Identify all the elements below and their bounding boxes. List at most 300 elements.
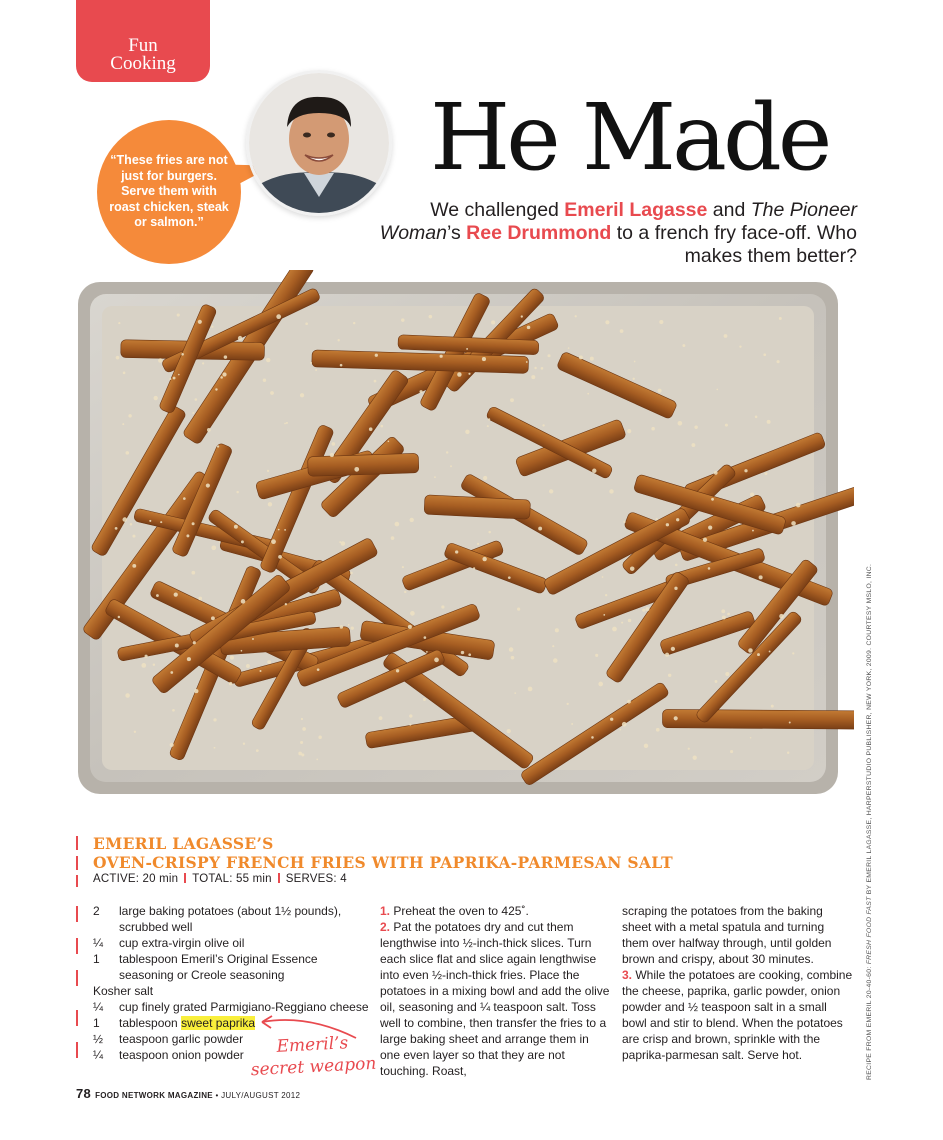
recipe-margin-bar <box>76 906 78 922</box>
parmesan-crumb <box>337 339 339 341</box>
recipe-margin-bar <box>76 1042 78 1058</box>
ingredient-desc: large baking potatoes (about 1½ pounds), scrubbed well <box>119 904 342 934</box>
parmesan-crumb <box>671 647 675 651</box>
parmesan-crumb <box>181 353 184 356</box>
parmesan-crumb <box>765 472 768 475</box>
parmesan-crumb <box>708 567 711 570</box>
meta-divider <box>184 873 186 883</box>
meta-divider <box>278 873 280 883</box>
highlighted-ingredient: sweet paprika <box>181 1016 256 1030</box>
parmesan-crumb <box>487 425 489 427</box>
parmesan-crumb <box>598 682 603 687</box>
parmesan-crumb <box>627 700 631 704</box>
parmesan-crumb <box>730 750 733 753</box>
parmesan-crumb <box>278 529 280 531</box>
parmesan-crumb <box>468 653 471 656</box>
parmesan-crumb <box>222 372 226 376</box>
parmesan-crumb <box>691 443 695 447</box>
magazine-name: FOOD NETWORK MAGAZINE <box>95 1091 213 1100</box>
section-tab <box>76 0 210 82</box>
parmesan-crumb <box>374 380 377 383</box>
recipe-name: OVEN-CRISPY FRENCH FRIES WITH PAPRIKA-PARMESAN SALT <box>93 853 673 872</box>
credit-text: RECIPE FROM EMERIL 20-40-60: <box>866 964 873 1080</box>
parmesan-crumb <box>621 622 623 624</box>
step-number: 3. <box>622 968 633 982</box>
parmesan-crumb <box>271 539 276 544</box>
parmesan-crumb <box>757 653 760 656</box>
parmesan-crumb <box>141 663 146 668</box>
ingredient-desc: teaspoon onion powder <box>119 1048 244 1062</box>
parmesan-crumb <box>351 626 354 629</box>
steps-column-2 <box>622 903 854 1063</box>
ingredient-qty: ¼ <box>93 1048 104 1062</box>
parmesan-crumb <box>461 651 464 654</box>
parmesan-crumb <box>241 599 246 604</box>
parmesan-crumb <box>521 315 523 317</box>
parmesan-crumb <box>183 497 186 500</box>
parmesan-crumb <box>750 737 752 739</box>
french-fry <box>662 709 854 729</box>
parmesan-crumb <box>217 445 219 447</box>
recipe-margin-bar <box>76 970 78 986</box>
parmesan-crumb <box>528 687 533 692</box>
ingredient-item <box>93 935 373 951</box>
parmesan-crumb <box>549 489 553 493</box>
parmesan-crumb <box>198 597 202 601</box>
parmesan-crumb <box>721 609 725 613</box>
parmesan-crumb <box>192 571 196 575</box>
step-2-continued: scraping the potatoes from the baking sheet with a metal spatula and turning them over halfway through, until golden brown and crispy, about 30 minutes. <box>622 904 832 966</box>
parmesan-crumb <box>630 566 635 571</box>
parmesan-crumb <box>434 658 439 663</box>
parmesan-crumb <box>725 672 729 676</box>
parmesan-crumb <box>354 467 359 472</box>
parmesan-crumb <box>310 362 312 364</box>
parmesan-crumb <box>259 670 261 672</box>
ingredient-qty: 1 <box>93 952 100 966</box>
parmesan-crumb <box>317 668 320 671</box>
step-number: 2. <box>380 920 391 934</box>
parmesan-crumb <box>122 423 124 425</box>
section-tab-line2: Cooking <box>110 53 176 74</box>
parmesan-crumb <box>675 564 678 567</box>
parmesan-crumb <box>285 603 287 605</box>
parmesan-crumb <box>744 469 747 472</box>
parmesan-crumb <box>134 731 136 733</box>
ingredient-item <box>93 983 373 999</box>
step-text: While the potatoes are cooking, combine the cheese, paprika, garlic powder, onion powder and ½ teaspoon salt in a small bowl and stir to blend. When the potatoes are crisp and brown, sprinkle with the paprika-parmesan salt. Serve hot. <box>622 968 853 1062</box>
parmesan-crumb <box>763 353 766 356</box>
parmesan-crumb <box>396 669 399 672</box>
parmesan-crumb <box>633 378 635 380</box>
parmesan-crumb <box>619 729 621 731</box>
parmesan-crumb <box>441 605 444 608</box>
parmesan-crumb <box>125 693 130 698</box>
parmesan-crumb <box>716 389 718 391</box>
parmesan-crumb <box>219 541 221 543</box>
step-text: Preheat the oven to 425˚. <box>390 904 529 918</box>
parmesan-crumb <box>517 608 520 611</box>
parmesan-crumb <box>302 727 306 731</box>
parmesan-crumb <box>206 484 210 488</box>
step-3 <box>622 967 854 1063</box>
parmesan-crumb <box>234 525 238 529</box>
parmesan-crumb <box>284 423 286 425</box>
recipe-margin-bar <box>76 875 78 887</box>
dek-chef-emeril: Emeril Lagasse <box>564 199 708 221</box>
parmesan-crumb <box>132 535 135 538</box>
parmesan-crumb <box>605 320 609 324</box>
parmesan-crumb <box>465 430 469 434</box>
section-tab-line1: Fun <box>128 35 158 56</box>
parmesan-crumb <box>229 682 233 686</box>
headline: He Made <box>430 84 829 191</box>
parmesan-crumb <box>541 367 544 370</box>
parmesan-crumb <box>534 367 536 369</box>
parmesan-crumb <box>123 372 126 375</box>
parmesan-crumb <box>252 638 254 640</box>
parmesan-crumb <box>192 522 195 525</box>
parmesan-crumb <box>527 326 531 330</box>
french-fry <box>308 453 419 476</box>
parmesan-crumb <box>678 421 683 426</box>
parmesan-crumb <box>693 756 697 760</box>
parmesan-crumb <box>711 498 714 501</box>
parmesan-crumb <box>156 594 159 597</box>
parmesan-crumb <box>178 374 180 376</box>
parmesan-crumb <box>170 671 173 674</box>
parmesan-crumb <box>305 322 308 325</box>
parmesan-crumb <box>477 543 479 545</box>
parmesan-crumb <box>542 424 544 426</box>
parmesan-crumb <box>130 523 133 526</box>
parmesan-crumb <box>284 529 286 531</box>
parmesan-crumb <box>198 320 202 324</box>
parmesan-crumb <box>483 476 487 480</box>
parmesan-crumb <box>473 567 475 569</box>
parmesan-crumb <box>592 469 596 473</box>
parmesan-crumb <box>628 619 632 623</box>
parmesan-crumb <box>424 636 427 639</box>
parmesan-crumb <box>170 743 174 747</box>
parmesan-crumb <box>591 736 594 739</box>
parmesan-crumb <box>750 492 754 496</box>
parmesan-crumb <box>278 555 282 559</box>
parmesan-crumb <box>714 471 718 475</box>
parmesan-crumb <box>267 660 271 664</box>
parmesan-crumb <box>642 609 645 612</box>
parmesan-crumb <box>725 424 728 427</box>
parmesan-crumb <box>410 518 414 522</box>
parmesan-crumb <box>748 648 753 653</box>
parmesan-crumb <box>553 658 558 663</box>
parmesan-crumb <box>567 703 569 705</box>
ingredient-qty: 2 <box>93 904 100 918</box>
parmesan-crumb <box>509 647 514 652</box>
parmesan-crumb <box>116 356 120 360</box>
parmesan-crumb <box>316 759 318 761</box>
parmesan-crumb <box>434 476 436 478</box>
parmesan-crumb <box>468 373 470 375</box>
parmesan-crumb <box>668 674 671 677</box>
credit-text: BY EMERIL LAGASSE, HARPERSTUDIO PUBLISHER, NEW YORK, 2009. COURTESY MSLO, INC. <box>866 563 873 897</box>
parmesan-crumb <box>644 744 648 748</box>
parmesan-crumb <box>340 364 343 367</box>
parmesan-crumb <box>488 531 490 533</box>
ingredient-qty: 1 <box>93 1016 100 1030</box>
parmesan-crumb <box>332 442 336 446</box>
parmesan-crumb <box>455 550 458 553</box>
parmesan-crumb <box>769 651 771 653</box>
parmesan-crumb <box>149 520 151 522</box>
parmesan-crumb <box>268 502 272 506</box>
parmesan-crumb <box>243 743 245 745</box>
parmesan-crumb <box>132 564 136 568</box>
parmesan-crumb <box>330 453 334 457</box>
quote-bubble <box>97 120 241 264</box>
parmesan-crumb <box>118 322 120 324</box>
parmesan-crumb <box>172 709 175 712</box>
recipe-margin-bar <box>76 836 78 850</box>
parmesan-crumb <box>160 521 162 523</box>
parmesan-crumb <box>622 722 627 727</box>
parmesan-crumb <box>646 607 650 611</box>
parmesan-crumb <box>482 557 486 561</box>
parmesan-crumb <box>126 451 130 455</box>
parmesan-crumb <box>665 653 669 657</box>
parmesan-crumb <box>187 657 191 661</box>
parmesan-crumb <box>727 613 730 616</box>
parmesan-crumb <box>340 625 343 628</box>
parmesan-crumb <box>186 534 189 537</box>
parmesan-crumb <box>595 654 598 657</box>
parmesan-crumb <box>777 360 780 363</box>
parmesan-crumb <box>531 375 535 379</box>
recipe-meta <box>93 873 347 885</box>
parmesan-crumb <box>568 347 570 349</box>
parmesan-crumb <box>375 354 378 357</box>
parmesan-crumb <box>379 716 383 720</box>
parmesan-crumb <box>286 422 288 424</box>
dek-text: ’s <box>446 222 467 244</box>
margin-note: Emeril’s secret weapon <box>250 1033 377 1081</box>
parmesan-crumb <box>238 336 242 340</box>
parmesan-crumb <box>674 716 678 720</box>
parmesan-crumb <box>752 530 754 532</box>
parmesan-crumb <box>169 378 171 380</box>
ingredient-qty: ¼ <box>93 1000 104 1014</box>
parmesan-crumb <box>656 518 658 520</box>
dek-show-title: The Pioneer Woman <box>379 199 857 244</box>
parmesan-crumb <box>266 358 270 362</box>
parmesan-crumb <box>353 322 355 324</box>
parmesan-crumb <box>703 538 707 542</box>
parmesan-crumb <box>755 416 758 419</box>
parmesan-crumb <box>627 429 631 433</box>
parmesan-crumb <box>446 451 448 453</box>
parmesan-crumb <box>450 465 452 467</box>
parmesan-crumb <box>514 692 516 694</box>
recipe-margin-bar <box>76 1010 78 1026</box>
parmesan-crumb <box>715 680 718 683</box>
dek-text: We challenged <box>430 199 565 221</box>
parmesan-crumb <box>724 334 728 338</box>
parmesan-crumb <box>682 344 685 347</box>
step-2 <box>380 919 612 1079</box>
parmesan-crumb <box>507 729 511 733</box>
recipe-margin-bar <box>76 856 78 870</box>
folio: 78 FOOD NETWORK MAGAZINE • JULY/AUGUST 2012 <box>76 1086 301 1101</box>
chef-portrait <box>246 70 392 216</box>
parmesan-crumb <box>767 420 771 424</box>
parmesan-crumb <box>175 643 179 647</box>
fries-photo <box>64 270 854 810</box>
parmesan-crumb <box>118 616 120 618</box>
step-1 <box>380 903 612 919</box>
parmesan-crumb <box>276 314 281 319</box>
parmesan-crumb <box>610 718 613 721</box>
parmesan-crumb <box>213 718 216 721</box>
parmesan-crumb <box>547 354 550 357</box>
parmesan-crumb <box>153 663 155 665</box>
parmesan-crumb <box>404 591 406 593</box>
ingredient-qty: ½ <box>93 1032 104 1046</box>
parmesan-crumb <box>263 379 266 382</box>
parmesan-crumb <box>301 718 303 720</box>
parmesan-crumb <box>158 358 163 363</box>
page-number: 78 <box>76 1086 92 1101</box>
parmesan-crumb <box>688 748 690 750</box>
parmesan-crumb <box>651 427 655 431</box>
parmesan-crumb <box>491 320 495 324</box>
active-time: ACTIVE: 20 min <box>93 873 179 885</box>
parmesan-crumb <box>771 705 774 708</box>
parmesan-crumb <box>211 545 216 550</box>
parmesan-crumb <box>193 641 196 644</box>
parmesan-crumb <box>575 315 577 317</box>
parmesan-crumb <box>348 624 350 626</box>
parmesan-crumb <box>419 390 422 393</box>
parmesan-crumb <box>722 616 726 620</box>
parmesan-crumb <box>511 656 515 660</box>
parmesan-crumb <box>796 503 801 508</box>
parmesan-crumb <box>192 412 194 414</box>
parmesan-crumb <box>369 427 373 431</box>
parmesan-crumb <box>409 714 412 717</box>
parmesan-crumb <box>779 317 782 320</box>
parmesan-crumb <box>656 728 660 732</box>
parmesan-crumb <box>658 389 662 393</box>
parmesan-crumb <box>267 470 269 472</box>
parmesan-crumb <box>603 614 605 616</box>
parmesan-crumb <box>791 521 796 526</box>
parmesan-crumb <box>555 628 559 632</box>
parmesan-crumb <box>122 517 127 522</box>
parmesan-crumb <box>298 752 302 756</box>
parmesan-crumb <box>423 698 426 701</box>
ingredient-desc-text: tablespoon <box>119 1016 182 1030</box>
parmesan-crumb <box>300 741 303 744</box>
parmesan-crumb <box>220 376 223 379</box>
parmesan-crumb <box>466 348 468 350</box>
parmesan-crumb <box>623 521 625 523</box>
parmesan-crumb <box>236 491 238 493</box>
dek-text: to a french fry face-off. Who makes them better? <box>611 222 857 267</box>
parmesan-crumb <box>241 650 243 652</box>
credit-book-title: FRESH FOOD FAST <box>866 896 873 965</box>
ingredient-desc: tablespoon Emeril’s Original Essence seasoning or Creole seasoning <box>119 952 318 982</box>
parmesan-crumb <box>510 398 514 402</box>
parmesan-crumb <box>612 627 617 632</box>
parmesan-crumb <box>508 576 511 579</box>
parmesan-crumb <box>787 752 789 754</box>
parmesan-crumb <box>173 377 176 380</box>
parmesan-crumb <box>395 522 400 527</box>
step-number: 1. <box>380 904 391 918</box>
parmesan-crumb <box>115 527 118 530</box>
parmesan-crumb <box>401 318 404 321</box>
parmesan-crumb <box>391 536 395 540</box>
parmesan-crumb <box>408 625 412 629</box>
parmesan-crumb <box>207 428 211 432</box>
parmesan-crumb <box>224 355 227 358</box>
parmesan-crumb <box>270 391 274 395</box>
parmesan-crumb <box>694 426 697 429</box>
parmesan-crumb <box>666 523 669 526</box>
parmesan-crumb <box>579 355 583 359</box>
parmesan-crumb <box>634 361 636 363</box>
dek-chef-ree: Ree Drummond <box>466 222 612 244</box>
parmesan-crumb <box>211 326 213 328</box>
recipe-author-line: EMERIL LAGASSE’S <box>93 834 274 853</box>
parmesan-crumb <box>609 489 613 493</box>
parmesan-crumb <box>246 664 250 668</box>
parmesan-crumb <box>659 320 663 324</box>
parmesan-crumb <box>789 721 791 723</box>
parmesan-crumb <box>674 587 677 590</box>
ingredient-qty: ¼ <box>93 936 104 950</box>
photo-credit <box>866 563 873 1080</box>
parmesan-crumb <box>552 645 554 647</box>
parmesan-crumb <box>526 361 528 363</box>
ingredient-desc: teaspoon garlic powder <box>119 1032 244 1046</box>
ingredient-desc: Kosher salt <box>93 984 154 998</box>
parmesan-crumb <box>426 651 428 653</box>
parmesan-crumb <box>256 749 259 752</box>
parmesan-crumb <box>214 747 216 749</box>
parmesan-crumb <box>792 652 794 654</box>
parmesan-crumb <box>145 655 148 658</box>
servings: SERVES: 4 <box>285 873 347 885</box>
parmesan-crumb <box>300 393 304 397</box>
parmesan-crumb <box>587 393 589 395</box>
chef-portrait-image <box>249 73 389 213</box>
parmesan-crumb <box>388 440 390 442</box>
parmesan-crumb <box>538 527 542 531</box>
parmesan-crumb <box>402 566 404 568</box>
parmesan-crumb <box>429 315 433 319</box>
parmesan-crumb <box>318 735 322 739</box>
parmesan-crumb <box>154 396 158 400</box>
issue-date: JULY/AUGUST 2012 <box>221 1091 301 1100</box>
dek <box>377 199 857 268</box>
parmesan-crumb <box>174 593 178 597</box>
ingredient-item <box>93 951 373 983</box>
step-text: Pat the potatoes dry and cut them lengthwise into ½-inch-thick slices. Turn each slice flat and slice again lengthwise into even ½-inch-thick fries. Place the potatoes in a mixing bowl and add the olive oil, seasoning and ¼ teaspoon salt. Toss well to combine, then transfer the fries to a large baking sheet and arrange them in one even layer so that they are not touching. Roast, <box>380 920 610 1078</box>
steps-column-1 <box>380 903 612 1079</box>
recipe-title <box>93 834 733 872</box>
parmesan-crumb <box>241 540 244 543</box>
